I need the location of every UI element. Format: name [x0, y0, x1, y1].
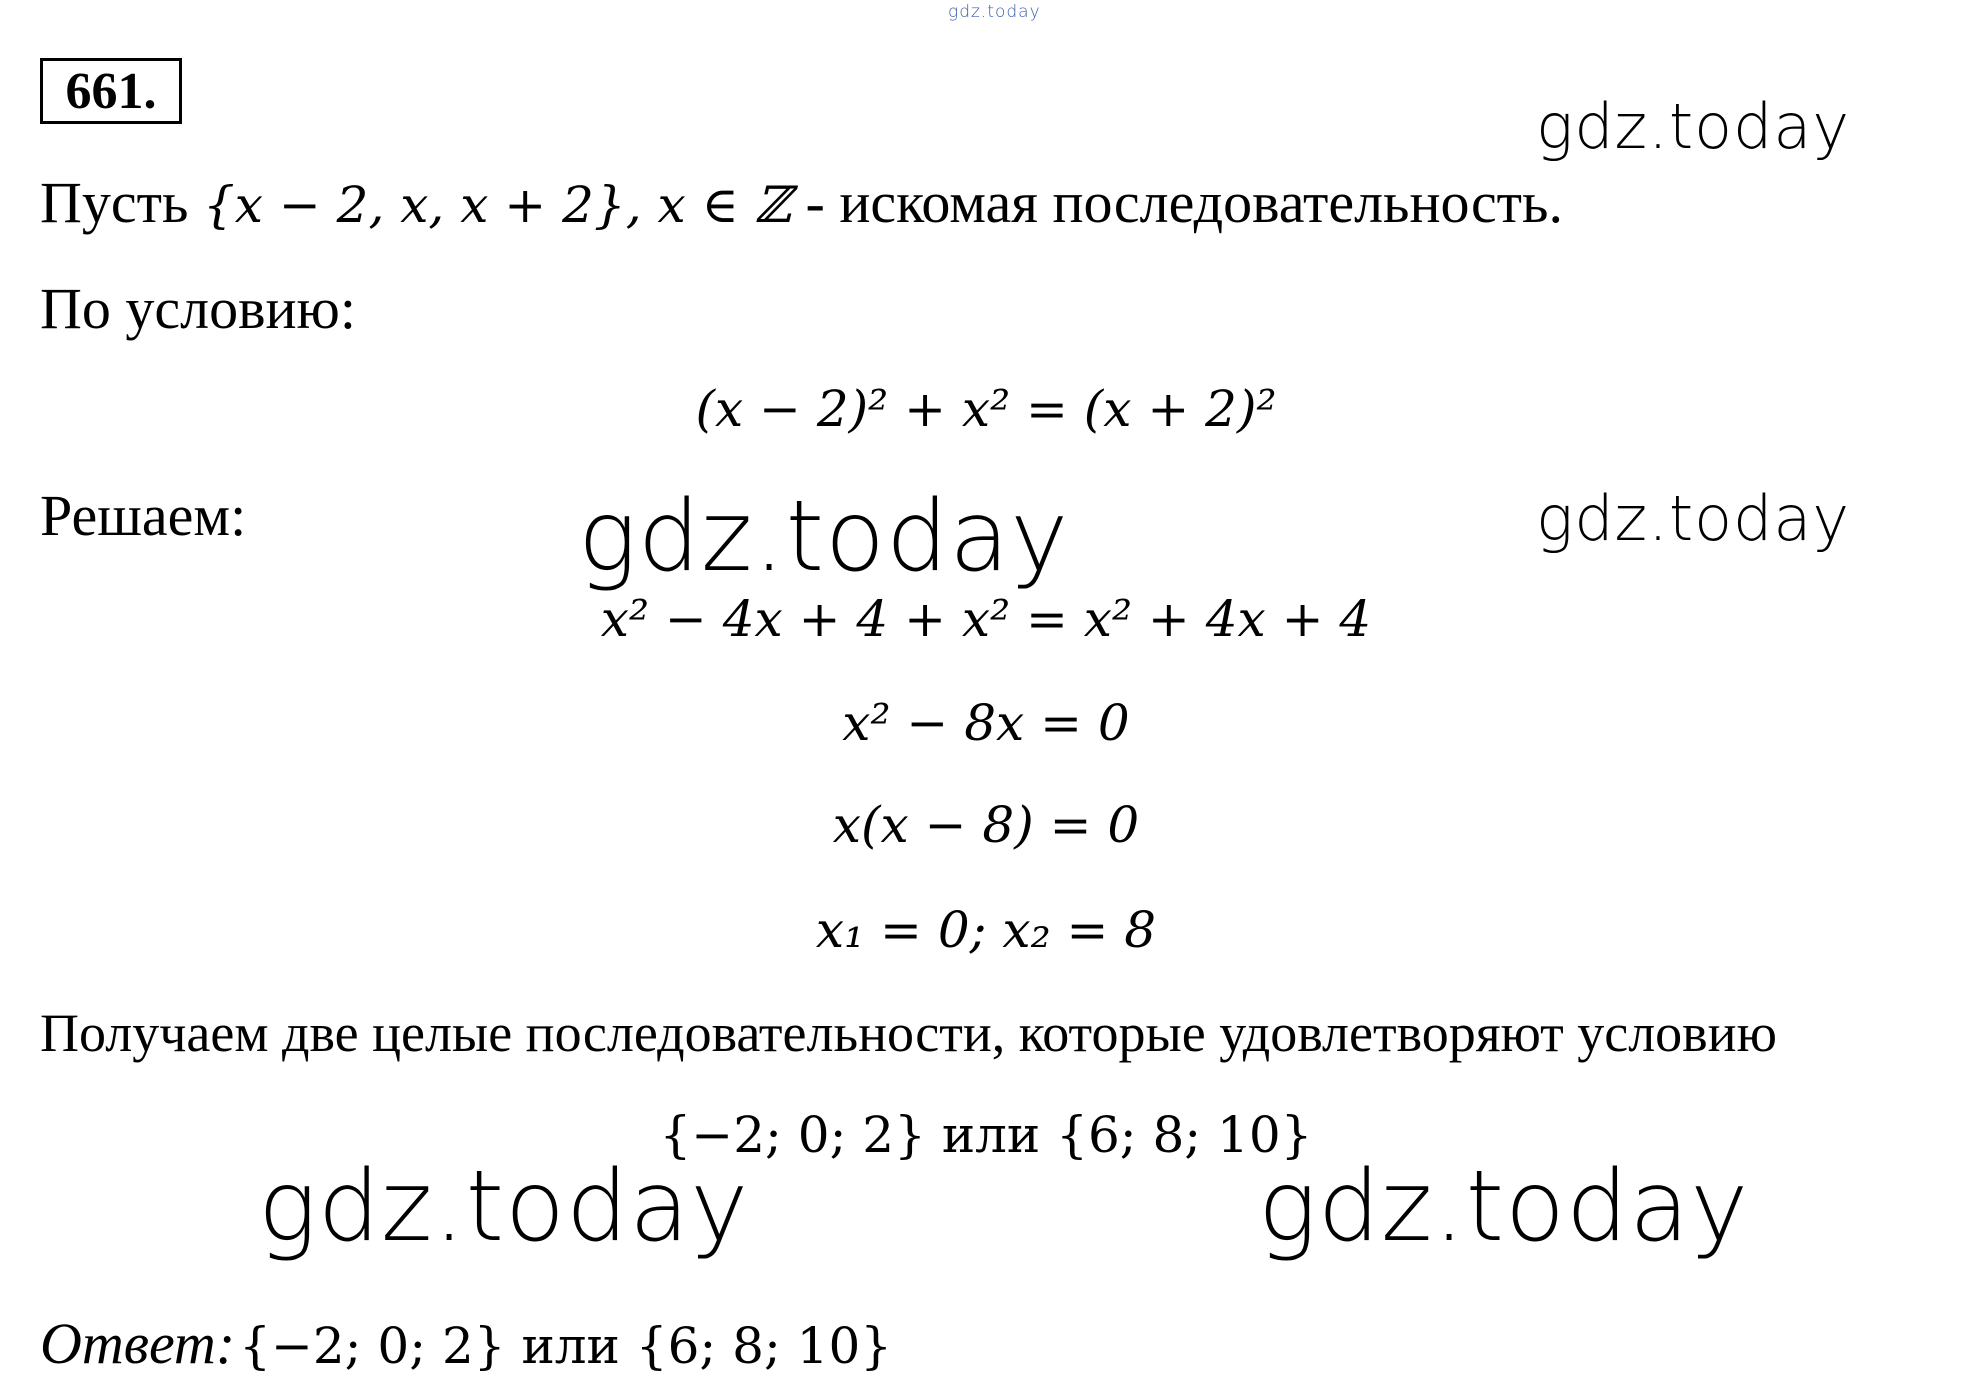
answer-label: Ответ:: [40, 1311, 236, 1376]
condition-label: По условию:: [40, 276, 356, 341]
result-sets: {−2; 0; 2} или {6; 8; 10}: [659, 1106, 1313, 1164]
intro-prefix: Пусть: [40, 170, 203, 235]
answer-line: [40, 1311, 893, 1376]
header-watermark: gdz.today: [948, 2, 1041, 22]
watermark-bottom-left: gdz.today: [258, 1150, 750, 1264]
solution-step: x(x − 8) = 0: [832, 796, 1140, 854]
watermark-top-right: gdz.today: [1536, 90, 1851, 163]
intro-line: [40, 170, 1563, 235]
solution-step: x₁ = 0; x₂ = 8: [815, 901, 1157, 959]
problem-number: 661.: [40, 58, 182, 124]
watermark-middle: gdz.today: [578, 480, 1070, 594]
set-expression: {x − 2, x, x + 2}, x ∈ ℤ: [202, 176, 791, 234]
answer-value: {−2; 0; 2} или {6; 8; 10}: [239, 1317, 893, 1375]
watermark-bottom-right: gdz.today: [1258, 1150, 1750, 1264]
solve-label: Решаем:: [40, 483, 247, 548]
solution-step: x² − 8x = 0: [842, 694, 1130, 752]
intro-suffix: - искомая последовательность.: [791, 170, 1563, 235]
conclusion-text: Получаем две целые последовательности, которые удовлетворяют условию: [40, 1003, 1777, 1063]
main-equation: (x − 2)² + x² = (x + 2)²: [695, 380, 1277, 438]
watermark-right-middle: gdz.today: [1536, 482, 1851, 555]
solution-step: x² − 4x + 4 + x² = x² + 4x + 4: [600, 590, 1372, 648]
